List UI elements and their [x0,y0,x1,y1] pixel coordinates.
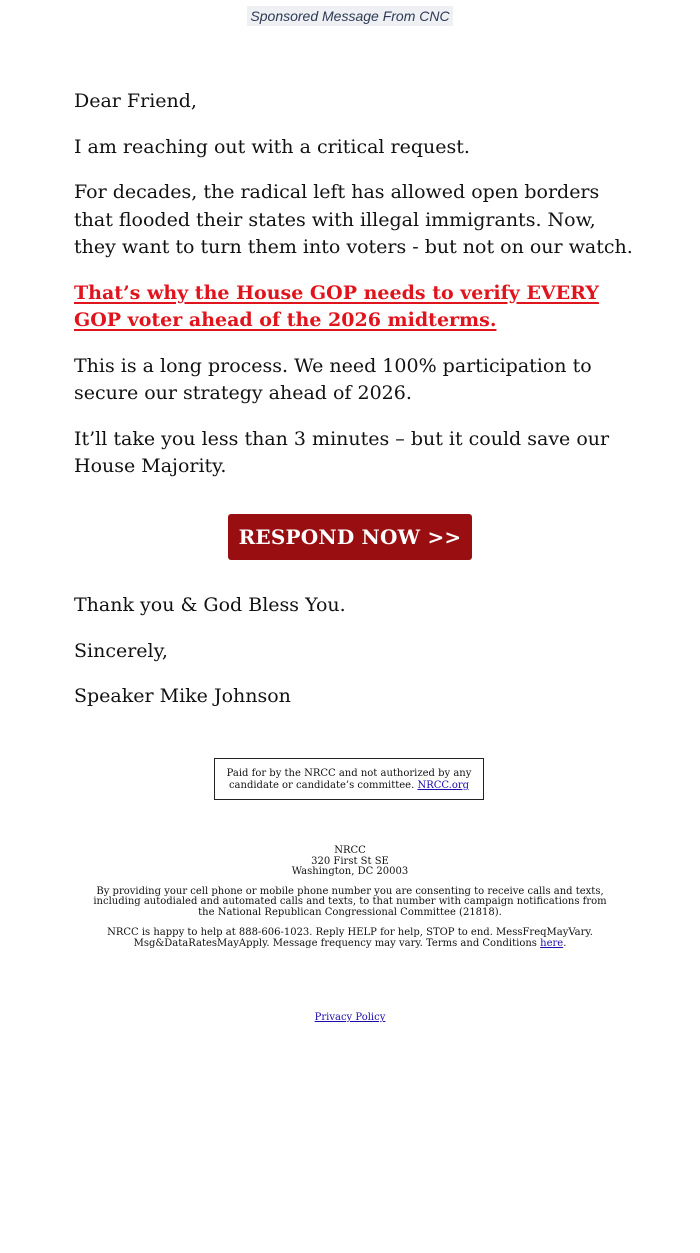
respond-now-button[interactable]: RESPOND NOW >> [228,514,472,560]
disclaimer-text: Paid for by the NRCC and not authorized by any candidate or candidate’s committee. [226,768,472,791]
nrcc-org-link[interactable]: NRCC.org [417,780,470,791]
terms-suffix: . [563,937,567,949]
highlight-link[interactable]: That’s why the House GOP needs to verify EVERY GOP voter ahead of the 2026 midterms. [74,281,599,331]
paragraph-process: This is a long process. We need 100% participation to secure our strategy ahead of 2026. [74,354,592,404]
letter-closing [74,592,634,729]
mailing-address [90,846,610,878]
privacy-policy-link[interactable]: Privacy Policy [314,1012,386,1023]
cta-container [0,514,700,560]
letter-body [74,88,634,499]
signature: Speaker Mike Johnson [74,685,291,707]
greeting: Dear Friend, [74,90,197,112]
highlight-paragraph[interactable] [74,280,634,335]
paragraph-borders: For decades, the radical left has allowed open borders that flooded their states with illegal immigrants. Now, they want to turn them into voters - but not on our watch. [74,181,633,258]
help-text: NRCC is happy to help at 888-606-1023. Reply HELP for help, STOP to end. MessFreqMayVary. Msg&DataRatesMayApply. Message frequency may vary. Terms and Conditions [107,927,593,949]
street-address: 320 First St SE [311,855,389,867]
help-text-block [90,928,610,949]
city-address: Washington, DC 20003 [291,866,409,877]
sponsored-text: Sponsored Message From CNC [247,6,452,26]
paid-for-disclaimer [214,758,484,800]
paragraph-minutes: It’ll take you less than 3 minutes – but it could save our House Majority. [74,427,610,477]
paragraph-request: I am reaching out with a critical request. [74,135,470,158]
footer [90,846,610,949]
consent-text: By providing your cell phone or mobile phone number you are consenting to receive calls and texts, including autodialed and automated calls and texts, to that number with campaign notifications from the National Republican Congressional Committee (21818). [93,885,607,918]
privacy-container [0,1012,700,1024]
terms-link[interactable]: here [540,937,564,949]
thanks-line: Thank you & God Bless You. [74,594,346,616]
sponsored-banner [0,6,700,26]
signoff-line: Sincerely, [74,639,168,662]
org-name: NRCC [334,845,366,856]
